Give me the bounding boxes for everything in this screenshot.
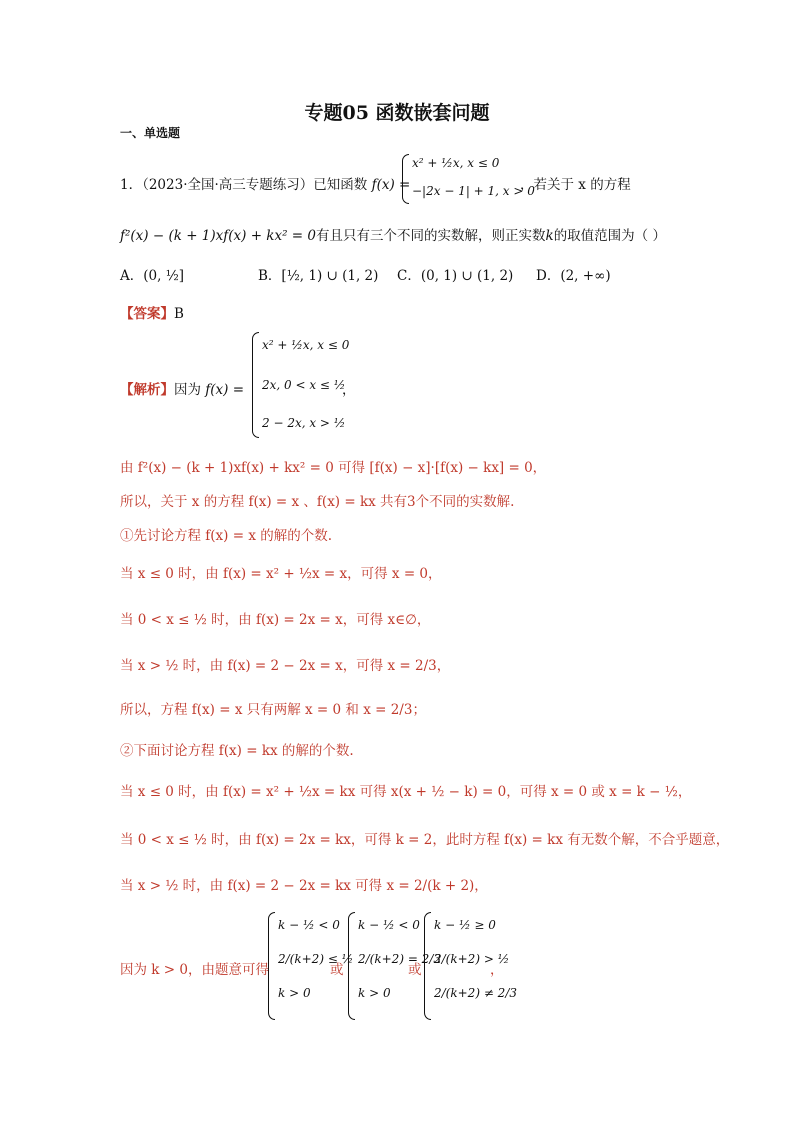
- or-2: 或: [408, 962, 422, 978]
- analysis-label: 【解析】: [120, 382, 174, 398]
- answer-label: 【答案】: [120, 306, 174, 322]
- analysis-line-12: 因为 k > 0，由题意可得: [120, 962, 269, 978]
- option-c[interactable]: [397, 264, 513, 284]
- analysis-line-4: 当 x ≤ 0 时，由 f(x) = x² + ½x = x，可得 x = 0，: [120, 566, 442, 582]
- analysis-case-1: x² + ½x, x ≤ 0: [262, 338, 350, 352]
- system-3-b: 2/(k+2) > ½: [434, 952, 510, 966]
- option-a-value: (0, ½]: [143, 268, 185, 284]
- analysis-intro: [120, 378, 244, 398]
- analysis-line-1: 由 f²(x) − (k + 1)xf(x) + kx² = 0 可得 [f(x) − x]·[f(x) − kx] = 0，: [120, 460, 547, 476]
- system-1-brace: [268, 912, 275, 1020]
- system-2-brace: [348, 912, 355, 1020]
- analysis-line-7: 所以，方程 f(x) = x 只有两解 x = 0 和 x = 2/3；: [120, 702, 426, 718]
- option-d-label: D．: [536, 268, 561, 284]
- section-heading: 一、单选题: [120, 126, 181, 140]
- system-3-brace: [424, 912, 431, 1020]
- question-1-case-1: x² + ½x, x ≤ 0: [412, 156, 500, 170]
- analysis-line-11: 当 x > ½ 时，由 f(x) = 2 − 2x = kx 可得 x = 2/(k + 2)，: [120, 878, 488, 894]
- page-title: 专题05 函数嵌套问题: [304, 102, 490, 124]
- system-2-a: k − ½ < 0: [358, 918, 420, 932]
- system-2-c: k > 0: [358, 986, 391, 1000]
- option-a[interactable]: [120, 264, 184, 284]
- analysis-line-5: 当 0 < x ≤ ½ 时，由 f(x) = 2x = x，可得 x∈∅，: [120, 612, 431, 628]
- question-1-head: [120, 173, 410, 193]
- answer: [120, 302, 184, 322]
- option-d-value: (2, +∞): [560, 268, 611, 284]
- analysis-line-6: 当 x > ½ 时，由 f(x) = 2 − 2x = x，可得 x = 2/3，: [120, 658, 451, 674]
- answer-value: B: [174, 306, 184, 322]
- analysis-end: ，: [490, 962, 504, 978]
- or-1: 或: [330, 962, 344, 978]
- system-1-b: 2/(k+2) ≤ ½: [278, 952, 354, 966]
- question-1-brace: [402, 154, 409, 204]
- question-1-case-2: −|2x − 1| + 1, x > 0: [412, 184, 535, 198]
- option-b-value: [½, 1) ∪ (1, 2): [281, 268, 379, 284]
- analysis-line-2: 所以，关于 x 的方程 f(x) = x 、f(x) = kx 共有3个不同的实数解.: [120, 494, 515, 510]
- option-a-label: A．: [120, 268, 144, 284]
- option-c-label: C．: [397, 268, 421, 284]
- analysis-line-10: 当 0 < x ≤ ½ 时，由 f(x) = 2x = kx，可得 k = 2，此时方程 f(x) = kx 有无数个解，不合乎题意，: [120, 832, 730, 848]
- option-d[interactable]: [536, 264, 611, 284]
- system-3-a: k − ½ ≥ 0: [434, 918, 496, 932]
- analysis-fx: f(x) =: [205, 382, 245, 398]
- question-1-fx: f(x) =: [371, 177, 411, 193]
- question-1-k: k: [545, 228, 554, 244]
- option-c-value: (0, 1) ∪ (1, 2): [420, 268, 514, 284]
- analysis-because: 因为: [174, 382, 201, 398]
- question-1-intro: 1．（2023·全国·高三专题练习）已知函数: [120, 177, 368, 193]
- option-b[interactable]: [258, 264, 378, 284]
- option-b-label: B．: [258, 268, 282, 284]
- system-3-c: 2/(k+2) ≠ 2/3: [434, 986, 517, 1000]
- analysis-line-9: 当 x ≤ 0 时，由 f(x) = x² + ½x = kx 可得 x(x + ½ − k) = 0，可得 x = 0 或 x = k − ½，: [120, 784, 692, 800]
- system-2-b: 2/(k+2) = 2/3: [358, 952, 441, 966]
- analysis-case-3: 2 − 2x, x > ½: [262, 416, 346, 430]
- analysis-line-3: ①先讨论方程 f(x) = x 的解的个数.: [120, 528, 333, 544]
- analysis-comma: ，: [342, 382, 356, 398]
- system-1-a: k − ½ < 0: [278, 918, 340, 932]
- analysis-case-2: 2x, 0 < x ≤ ½: [262, 378, 346, 392]
- analysis-line-8: ②下面讨论方程 f(x) = kx 的解的个数.: [120, 743, 354, 759]
- question-1-condition: 有且只有三个不同的实数解，则正实数: [316, 228, 546, 244]
- system-1-c: k > 0: [278, 986, 311, 1000]
- question-1-ask: 的取值范围为（ ）: [553, 228, 666, 244]
- question-1-line-2: [120, 224, 666, 244]
- question-1-tail: ，若关于 x 的方程: [520, 177, 631, 193]
- analysis-brace: [252, 332, 259, 438]
- question-1-equation: f²(x) − (k + 1)xf(x) + kx² = 0: [120, 228, 316, 244]
